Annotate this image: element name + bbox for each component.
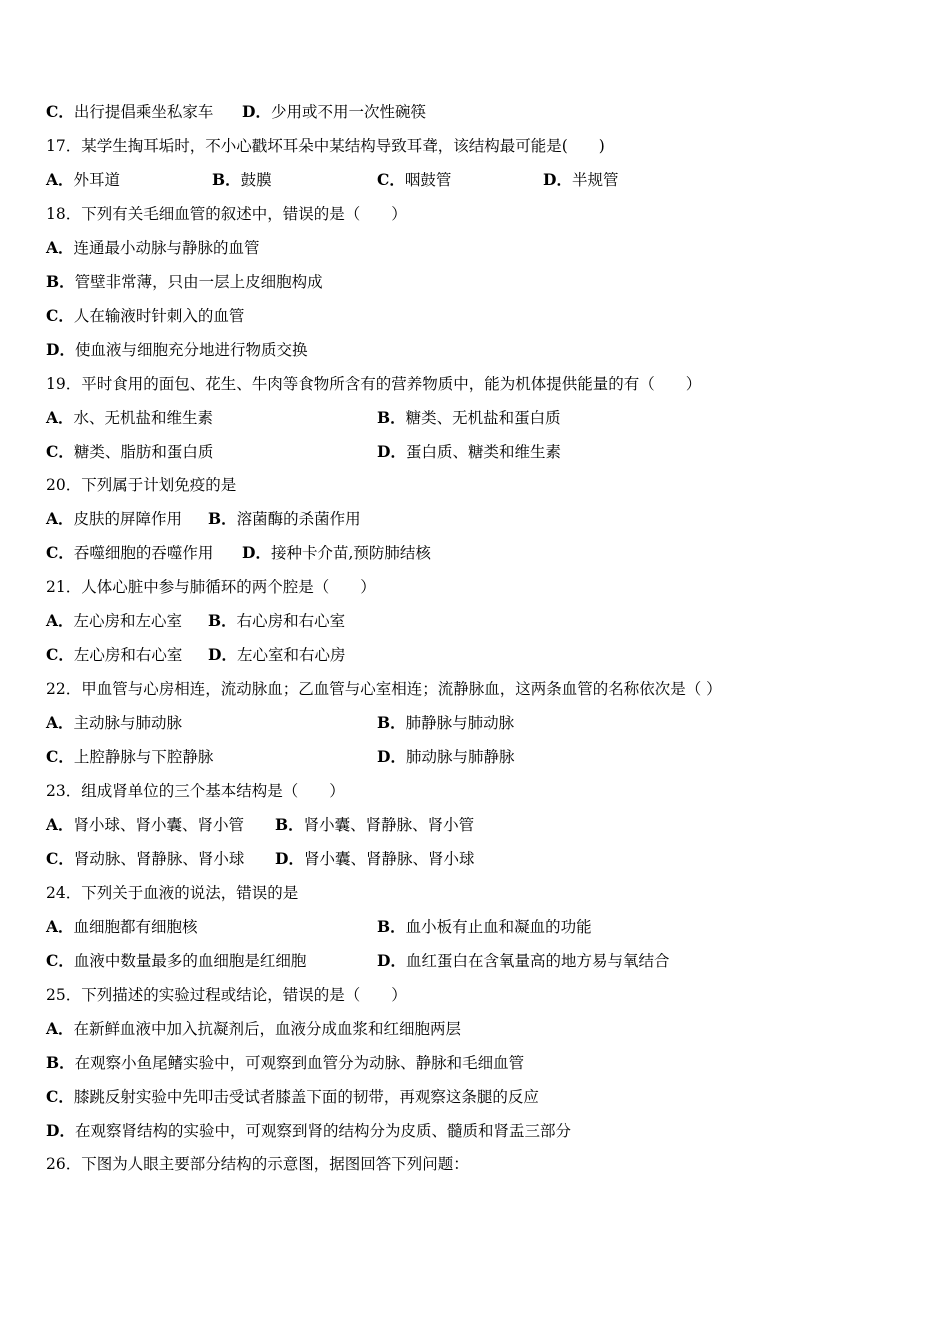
- option-label: D．: [46, 1120, 75, 1140]
- option-text: 咽鼓管: [404, 170, 452, 189]
- question-24: [46, 881, 298, 905]
- option-c: [46, 440, 213, 464]
- option-label: B．: [46, 271, 75, 291]
- question-17: [46, 134, 605, 158]
- question-22: [46, 677, 722, 701]
- option-label: C．: [46, 1086, 74, 1106]
- option-b: [46, 1051, 524, 1075]
- question-26: [46, 1152, 469, 1176]
- question-text: 下图为人眼主要部分结构的示意图，据图回答下列问题：: [81, 1155, 469, 1174]
- question-19: [46, 372, 701, 396]
- option-label: D．: [46, 339, 75, 359]
- option-text: 鼓膜: [240, 170, 272, 189]
- option-b: [377, 711, 514, 735]
- option-text: 右心房和右心室: [236, 612, 346, 631]
- option-label: B．: [212, 169, 241, 189]
- option-label: C．: [46, 441, 74, 461]
- option-a: [46, 406, 213, 430]
- option-label: C．: [46, 645, 74, 665]
- option-text: 皮肤的屏障作用: [73, 510, 183, 529]
- question-text: 组成肾单位的三个基本结构是（ ）: [81, 782, 345, 800]
- option-text: 管壁非常薄，只由一层上皮细胞构成: [74, 272, 323, 291]
- question-number: 17．: [46, 136, 82, 155]
- option-c: [46, 643, 182, 667]
- option-text: 溶菌酶的杀菌作用: [236, 510, 361, 529]
- option-a: [46, 711, 182, 735]
- option-text: 人在输液时针刺入的血管: [73, 306, 245, 325]
- option-c: [46, 949, 306, 973]
- option-text: 肺静脉与肺动脉: [405, 714, 515, 733]
- option-label: A．: [46, 237, 74, 257]
- option-text: 吞噬细胞的吞噬作用: [73, 544, 214, 563]
- question-number: 21．: [46, 578, 82, 597]
- option-label: A．: [46, 916, 74, 936]
- question-18: [46, 202, 407, 226]
- option-d: [377, 440, 561, 464]
- option-text: 在新鲜血液中加入抗凝剂后，血液分成血浆和红细胞两层: [73, 1019, 462, 1038]
- option-label: A．: [46, 713, 74, 733]
- option-b: [208, 507, 361, 531]
- option-text: 肺动脉与肺静脉: [405, 748, 515, 767]
- option-c: [377, 168, 451, 192]
- option-label: D．: [377, 441, 406, 461]
- question-text: 人体心脏中参与肺循环的两个腔是（ ）: [81, 578, 376, 597]
- option-label: D．: [242, 102, 271, 121]
- option-text: 使血液与细胞充分地进行物质交换: [74, 340, 308, 359]
- option-label: A．: [46, 814, 74, 834]
- question-25: [46, 983, 407, 1007]
- option-text: 肾小囊、肾静脉、肾小球: [303, 849, 475, 868]
- option-d: [377, 949, 669, 973]
- option-label: B．: [208, 509, 237, 529]
- option-text: 左心室和右心房: [236, 646, 346, 665]
- question-number: 20．: [46, 476, 82, 495]
- option-d: [275, 847, 474, 871]
- question-text: 下列有关毛细血管的叙述中，错误的是（ ）: [81, 204, 407, 223]
- option-label: C．: [46, 950, 74, 970]
- option-label: B．: [208, 611, 237, 631]
- option-label: D．: [275, 848, 304, 868]
- option-label: D．: [377, 950, 406, 970]
- option-label: B．: [377, 916, 406, 936]
- option-d: [46, 1119, 571, 1143]
- option-label: A．: [46, 1018, 74, 1038]
- option-a: [46, 507, 182, 531]
- option-c: [46, 541, 213, 565]
- option-label: C．: [46, 747, 74, 767]
- option-d: [242, 541, 431, 565]
- option-text: 血液中数量最多的血细胞是红细胞: [73, 951, 307, 970]
- option-b: [275, 813, 474, 837]
- option-c: [46, 847, 244, 871]
- option-text: 上腔静脉与下腔静脉: [73, 748, 214, 767]
- option-text: 在观察肾结构的实验中，可观察到肾的结构分为皮质、髓质和肾盂三部分: [74, 1121, 571, 1140]
- option-b: [212, 168, 272, 192]
- option-text: 蛋白质、糖类和维生素: [405, 442, 561, 461]
- question-text: 下列属于计划免疫的是: [81, 476, 237, 495]
- option-text: 接种卡介苗,预防肺结核: [270, 544, 431, 563]
- question-text: 平时食用的面包、花生、牛肉等食物所含有的营养物质中，能为机体提供能量的有（ ）: [81, 374, 702, 393]
- option-d: [543, 168, 618, 192]
- option-text: 主动脉与肺动脉: [73, 714, 183, 733]
- question-text: 下列关于血液的说法，错误的是: [81, 883, 299, 902]
- option-text: 肾小球、肾小囊、肾小管: [73, 815, 245, 834]
- option-text: 肾小囊、肾静脉、肾小管: [303, 815, 475, 834]
- option-text: 左心房和左心室: [73, 612, 183, 631]
- option-text: 水、无机盐和维生素: [73, 408, 214, 427]
- option-label: D．: [543, 169, 572, 189]
- option-label: D．: [377, 747, 406, 767]
- question-number: 25．: [46, 985, 82, 1004]
- question-text: 下列描述的实验过程或结论，错误的是（ ）: [81, 985, 407, 1004]
- option-text: 左心房和右心室: [73, 646, 183, 665]
- option-a: [46, 168, 120, 192]
- option-label: A．: [46, 509, 74, 529]
- question-number: 23．: [46, 782, 82, 800]
- option-text: 在观察小鱼尾鳍实验中，可观察到血管分为动脉、静脉和毛细血管: [74, 1053, 525, 1072]
- option-b: [208, 609, 345, 633]
- option-a: [46, 236, 260, 260]
- option-d: [46, 338, 307, 362]
- option-label: C．: [46, 102, 74, 121]
- option-d: [242, 100, 426, 124]
- option-a: [46, 609, 182, 633]
- option-b: [377, 915, 592, 939]
- option-label: A．: [46, 407, 74, 427]
- option-label: A．: [46, 169, 74, 189]
- question-text: 某学生掏耳垢时，不小心戳坏耳朵中某结构导致耳聋，该结构最可能是( ): [81, 136, 605, 155]
- option-label: B．: [377, 407, 406, 427]
- option-d: [208, 643, 345, 667]
- option-text: 糖类、脂肪和蛋白质: [73, 442, 214, 461]
- option-label: B．: [46, 1052, 75, 1072]
- question-number: 26．: [46, 1155, 82, 1174]
- option-label: B．: [377, 713, 406, 733]
- option-text: 连通最小动脉与静脉的血管: [73, 238, 260, 257]
- question-number: 18．: [46, 204, 82, 223]
- question-number: 22．: [46, 680, 82, 699]
- question-23: [46, 779, 345, 803]
- option-label: D．: [208, 645, 237, 665]
- option-label: A．: [46, 611, 74, 631]
- option-b: [377, 406, 561, 430]
- option-text: 外耳道: [73, 170, 121, 189]
- option-c: [46, 304, 244, 328]
- option-text: 血小板有止血和凝血的功能: [405, 917, 592, 936]
- option-label: C．: [46, 848, 74, 868]
- option-d: [377, 745, 514, 769]
- option-text: 出行提倡乘坐私家车: [73, 103, 214, 121]
- option-label: B．: [275, 814, 304, 834]
- option-text: 少用或不用一次性碗筷: [270, 103, 426, 121]
- option-c: [46, 1085, 539, 1109]
- option-label: D．: [242, 543, 271, 563]
- option-a: [46, 915, 198, 939]
- option-c: [46, 745, 213, 769]
- question-21: [46, 575, 376, 599]
- question-number: 19．: [46, 374, 82, 393]
- option-text: 血红蛋白在含氧量高的地方易与氧结合: [405, 951, 670, 970]
- option-text: 血细胞都有细胞核: [73, 917, 198, 936]
- option-label: C．: [377, 169, 405, 189]
- option-label: C．: [46, 305, 74, 325]
- option-text: 膝跳反射实验中先叩击受试者膝盖下面的韧带，再观察这条腿的反应: [73, 1087, 539, 1106]
- question-number: 24．: [46, 883, 82, 902]
- option-text: 糖类、无机盐和蛋白质: [405, 408, 561, 427]
- question-20: [46, 473, 236, 497]
- option-a: [46, 813, 244, 837]
- option-b: [46, 270, 323, 294]
- option-c: [46, 100, 213, 124]
- option-text: 肾动脉、肾静脉、肾小球: [73, 849, 245, 868]
- question-text: 甲血管与心房相连，流动脉血；乙血管与心室相连；流静脉血，这两条血管的名称依次是（ ）: [81, 680, 722, 699]
- option-label: C．: [46, 543, 74, 563]
- option-a: [46, 1017, 461, 1041]
- option-text: 半规管: [571, 170, 619, 189]
